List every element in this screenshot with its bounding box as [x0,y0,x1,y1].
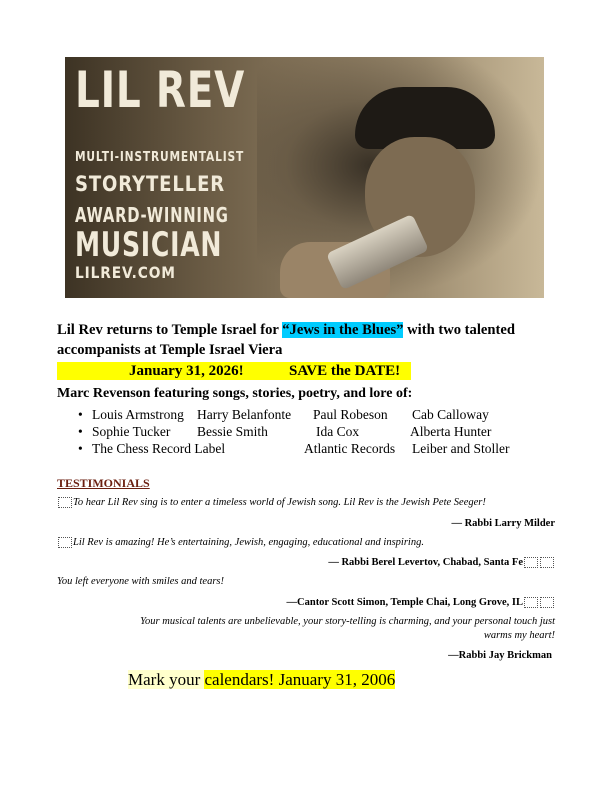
testimonial-quote: Lil Rev is amazing! He’s entertaining, Jewish, engaging, educational and inspiring. [57,537,424,548]
intro-paragraph [57,320,557,360]
testimonial-quote: To hear Lil Rev sing is to enter a timeless world of Jewish song. Lil Rev is the Jewish Pete Seeger! [57,497,486,508]
testimonial-author: — Rabbi Larry Milder [451,518,555,529]
missing-glyph-icon [524,557,538,568]
testimonials-heading: TESTIMONIALS [57,476,150,490]
missing-glyph-icon [524,597,538,608]
banner-line2: STORYTELLER [75,172,226,196]
artist: Harry Belanfonte [197,407,292,422]
intro-part2: with two talented accompanists at Temple Israel Viera [57,322,515,358]
testimonial-quote-cont: warms my heart! [483,630,555,641]
bullet-icon: • [78,407,83,422]
artist: Louis Armstrong [92,407,184,422]
missing-glyph-icon [58,537,72,548]
footer-callout [128,669,395,691]
footer-part2: calendars! January 31, 2006 [204,670,396,689]
artist: Cab Calloway [412,407,489,422]
testimonial-quote: Your musical talents are unbelievable, your story-telling is charming, and your personal touch just [140,616,555,627]
artist: Alberta Hunter [410,424,492,439]
intro-part1: Lil Rev returns to Temple Israel for [57,322,283,338]
banner-logo [65,57,246,298]
banner-site: LILREV.COM [75,263,176,282]
banner-line3: AWARD-WINNING [75,203,229,227]
artist: Atlantic Records [304,441,396,456]
missing-glyph-icon [58,497,72,508]
bullet-icon: • [78,424,83,439]
testimonial-quote: You left everyone with smiles and tears! [57,576,225,587]
footer-part1: Mark your [128,670,205,689]
artist: Paul Robeson [313,407,388,422]
event-date: January 31, 2026! [129,363,244,379]
artist: Bessie Smith [197,424,268,439]
banner-name: LIL REV [75,61,246,119]
artist: The Chess Record Label [92,441,226,456]
featuring-line: Marc Revenson featuring songs, stories, poetry, and lore of: [57,386,413,401]
bullet-icon: • [78,441,83,456]
artist: Ida Cox [316,424,360,439]
artist: Leiber and Stoller [412,441,510,456]
banner-photo [65,57,544,298]
banner-line1: MULTI-INSTRUMENTALIST [75,150,245,165]
missing-glyph-icon [540,597,554,608]
save-the-date: SAVE the DATE! [289,363,401,379]
testimonial-author: — Rabbi Berel Levertov, Chabad, Santa Fe [328,557,555,568]
testimonial-author: —Cantor Scott Simon, Temple Chai, Long Grove, IL [287,597,555,608]
missing-glyph-icon [540,557,554,568]
artist: Sophie Tucker [92,424,171,439]
banner-line4: MUSICIAN [75,225,223,265]
event-title: “Jews in the Blues” [282,322,404,338]
date-banner [57,362,411,380]
testimonial-author: —Rabbi Jay Brickman [448,650,552,661]
